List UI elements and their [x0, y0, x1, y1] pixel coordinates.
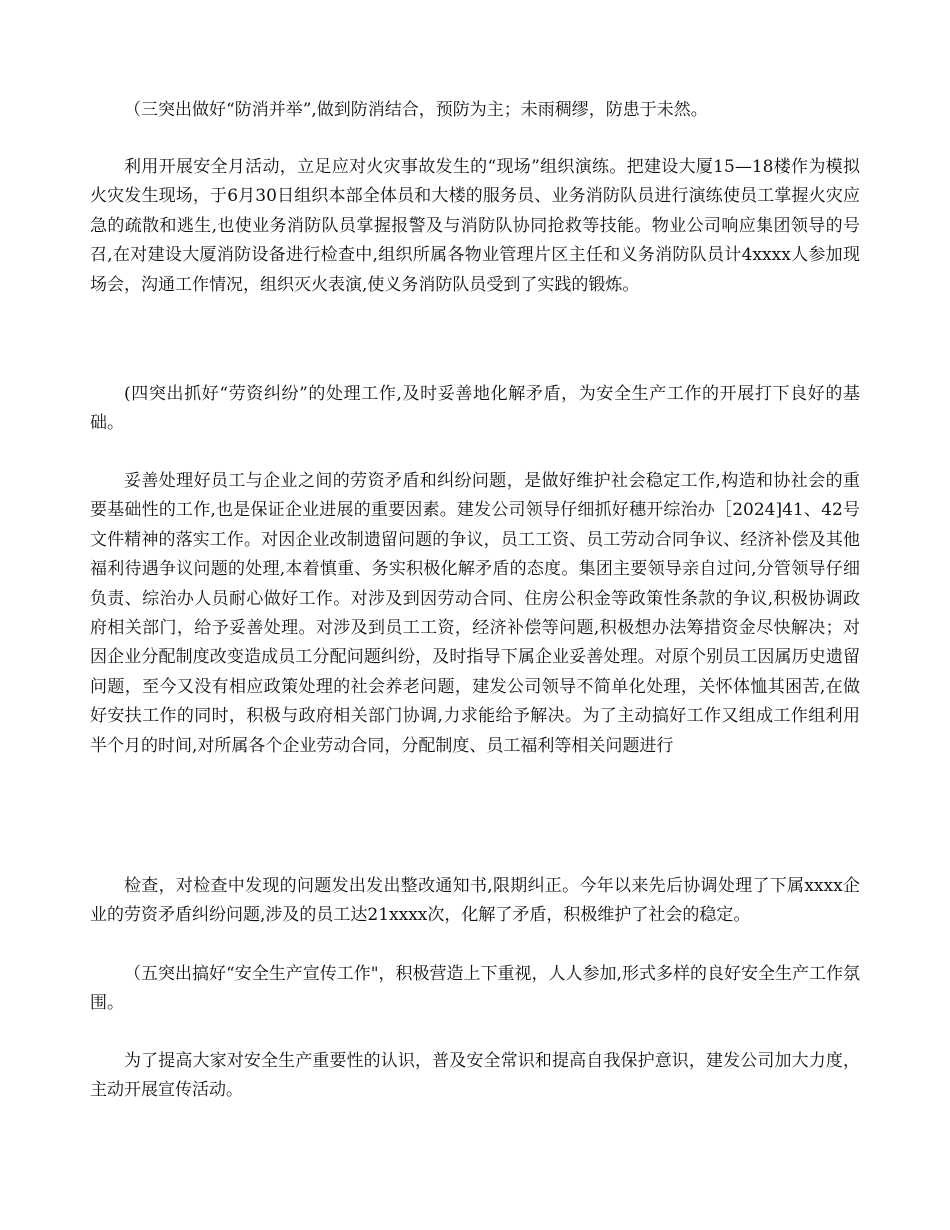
paragraph-safety-publicity: 为了提高大家对安全生产重要性的认识，普及安全常识和提高自我保护意识，建发公司加大力度，主动开展宣传活动。: [90, 1051, 860, 1101]
paragraph-section-four-heading: (四突出抓好“劳资纠纷”的处理工作,及时妥善地化解矛盾，为安全生产工作的开展打下良好的基础。: [90, 384, 860, 434]
paragraph-section-five-heading: （五突出搞好“安全生产宣传工作"，积极营造上下重视，人人参加,形式多样的良好安全生产工作氛围。: [90, 964, 860, 1014]
paragraph-section-three-heading: （三突出做好“防消并举”,做到防消结合，预防为主；未雨稠缪，防患于未然。: [124, 100, 708, 120]
paragraph-inspection-results: 检查，对检查中发现的问题发出发出整改通知书,限期纠正。今年以来先后协调处理了下属xxxx企业的劳资矛盾纠纷问题,涉及的员工达21xxxx次，化解了矛盾，积极维护了社会的稳定。: [90, 876, 860, 926]
paragraph-labor-disputes: 妥善处理好员工与企业之间的劳资矛盾和纠纷问题，是做好维护社会稳定工作,构造和协社会的重要基础性的工作,也是保证企业进展的重要因素。建发公司领导仔细抓好穗开综治办［2024]41、42号文件精神的落实工作。对因企业改制遗留问题的争议，员工工资、员工劳动合同争议、经济补偿及其他福利待遇争议问题的处理,本着慎重、务实积极化解矛盾的态度。集团主要领导亲自过问,分管领导仔细负责、综治办人员耐心做好工作。对涉及到因劳动合同、住房公积金等政策性条款的争议,积极协调政府相关部门，给予妥善处理。对涉及到员工工资，经济补偿等问题,积极想办法筹措资金尽快解决；对因企业分配制度改变造成员工分配问题纠纷，及时指导下属企业妥善处理。对原个别员工因属历史遗留问题，至今又没有相应政策处理的社会养老问题，建发公司领导不简单化处理，关怀体恤其困苦,在做好安扶工作的同时，积极与政府相关部门协调,力求能给予解决。为了主动搞好工作又组成工作组利用半个月的时间,对所属各个企业劳动合同，分配制度、员工福利等相关问题进行: [90, 471, 860, 756]
paragraph-fire-drill: 利用开展安全月活动，立足应对火灾事故发生的“现场”组织演练。把建设大厦15—18楼作为模拟火灾发生现场，于6月30日组织本部全体员和大楼的服务员、业务消防队员进行演练使员工掌握火灾应急的疏散和逃生,也使业务消防队员掌握报警及与消防队协同抢救等技能。物业公司响应集团领导的号召,在对建设大厦消防设备进行检查中,组织所属各物业管理片区主任和义务消防队员计4xxxx人参加现场会，沟通工作情况，组织灭火表演,使义务消防队员受到了实践的锻炼。: [90, 157, 860, 295]
